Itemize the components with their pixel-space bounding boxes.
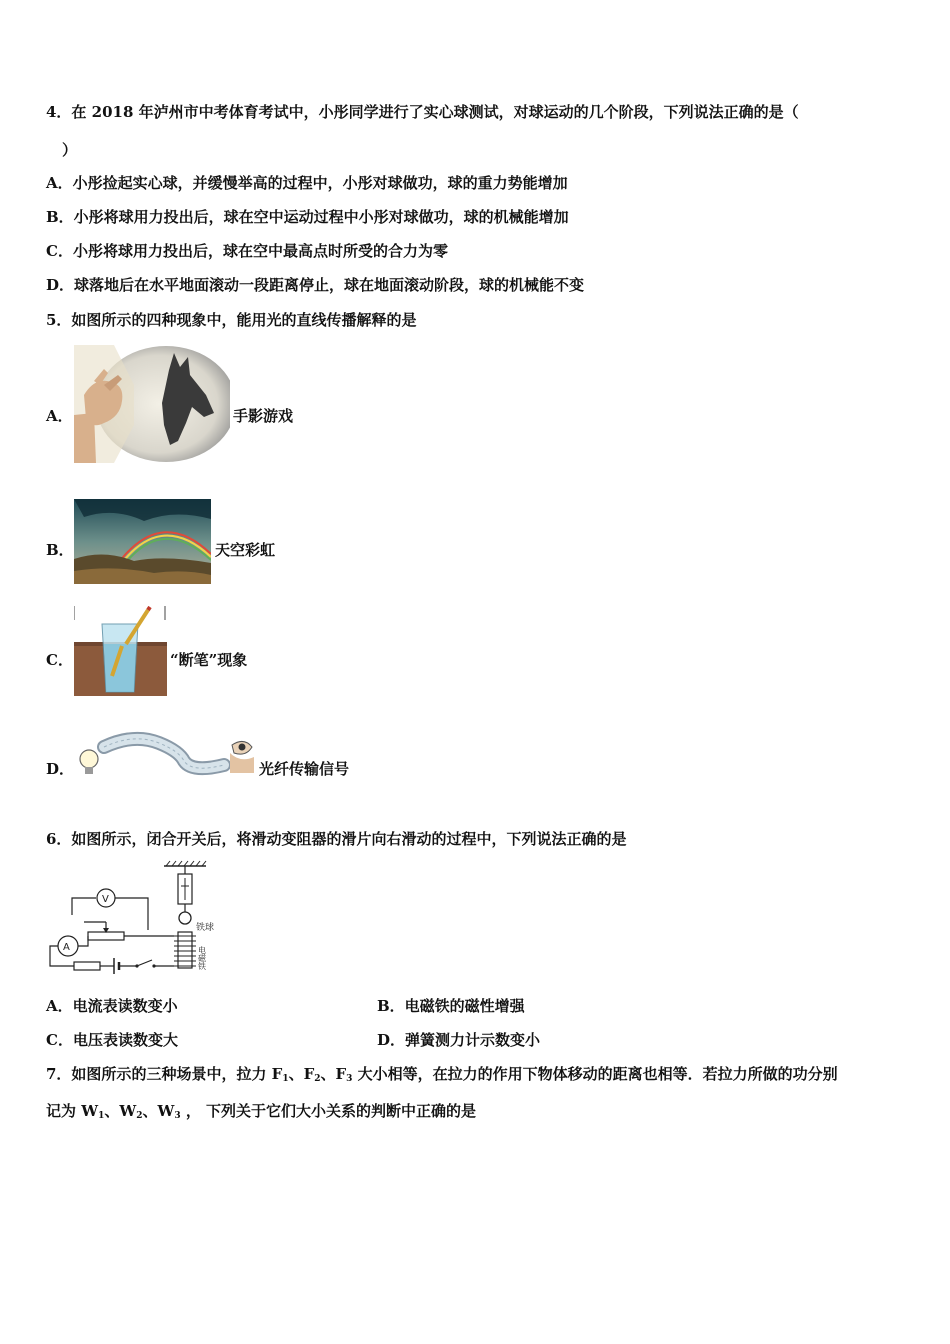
q7-wsep2: 、W [142,1102,175,1120]
q4-option-b: B．小彤将球用力投出后，球在空中运动过程中小彤对球做功，球的机械能增加 [46,208,569,226]
q7-sep2: 、F [320,1065,347,1083]
iron-ball-label: 铁球 [196,923,215,933]
q7-sep1: 、F [288,1065,315,1083]
q5-option-a-caption: 手影游戏 [233,407,294,425]
broken-pencil-image [74,606,167,696]
q6-option-c: C．电压表读数变大 [46,1031,178,1049]
q4-option-a: A．小彤捡起实心球，并缓慢举高的过程中，小彤对球做功，球的重力势能增加 [46,174,568,192]
q5-option-b-caption: 天空彩虹 [215,541,276,559]
q5-option-b-letter: B． [46,541,74,559]
electromagnet-label: 电磁铁 [197,946,207,970]
q7-w1-sub: 1 [98,1111,105,1121]
q7-line2-prefix: 记为 W [46,1102,99,1120]
voltmeter-label: V [102,894,109,905]
q4-option-c: C．小彤将球用力投出后，球在空中最高点时所受的合力为零 [46,242,448,260]
q5-option-c-letter: C． [46,651,73,669]
q6-option-d: D．弹簧测力计示数变小 [377,1031,541,1049]
q6-stem: 6．如图所示，闭合开关后，将滑动变阻器的滑片向右滑动的过程中，下列说法正确的是 [46,830,627,848]
rainbow-image [74,499,211,584]
q5-stem: 5．如图所示的四种现象中，能用光的直线传播解释的是 [46,311,417,329]
q7-stem-line1 [46,1064,838,1089]
q5-option-d-letter: D． [46,760,75,778]
q6-option-b: B．电磁铁的磁性增强 [377,997,525,1015]
q7-w2-sub: 2 [136,1111,143,1121]
q5-option-c-caption: “断笔”现象 [170,651,248,669]
circuit-diagram [44,860,234,978]
optical-fiber-image [74,723,256,783]
q7-line2-suffix: ， 下列关于它们大小关系的判断中正确的是 [180,1102,477,1120]
q7-stem-line2 [46,1101,476,1126]
q7-f3-sub: 3 [346,1074,353,1084]
q4-option-d: D．球落地后在水平地面滚动一段距离停止，球在地面滚动阶段，球的机械能不变 [46,276,585,294]
q7-wsep1: 、W [104,1102,137,1120]
q4-stem-line1: 4．在 2018 年泸州市中考体育考试中，小彤同学进行了实心球测试，对球运动的几个阶段，下列说法正确的是（ [46,103,799,121]
q6-option-a: A．电流表读数变小 [46,997,178,1015]
q7-f1-sub: 1 [282,1074,289,1084]
q7-f2-sub: 2 [314,1074,321,1084]
q5-option-a-letter: A． [46,407,73,425]
q5-option-d-caption: 光纤传输信号 [259,760,350,778]
q4-stem-line2: ） [62,141,78,159]
q7-line1-suffix: 大小相等，在拉力的作用下物体移动的距离也相等．若拉力所做的功分别 [352,1065,838,1083]
q7-w3-sub: 3 [174,1111,181,1121]
ammeter-label: A [63,942,70,953]
q7-line1-prefix: 7．如图所示的三种场景中，拉力 F [46,1065,283,1083]
hand-shadow-image [74,345,230,463]
